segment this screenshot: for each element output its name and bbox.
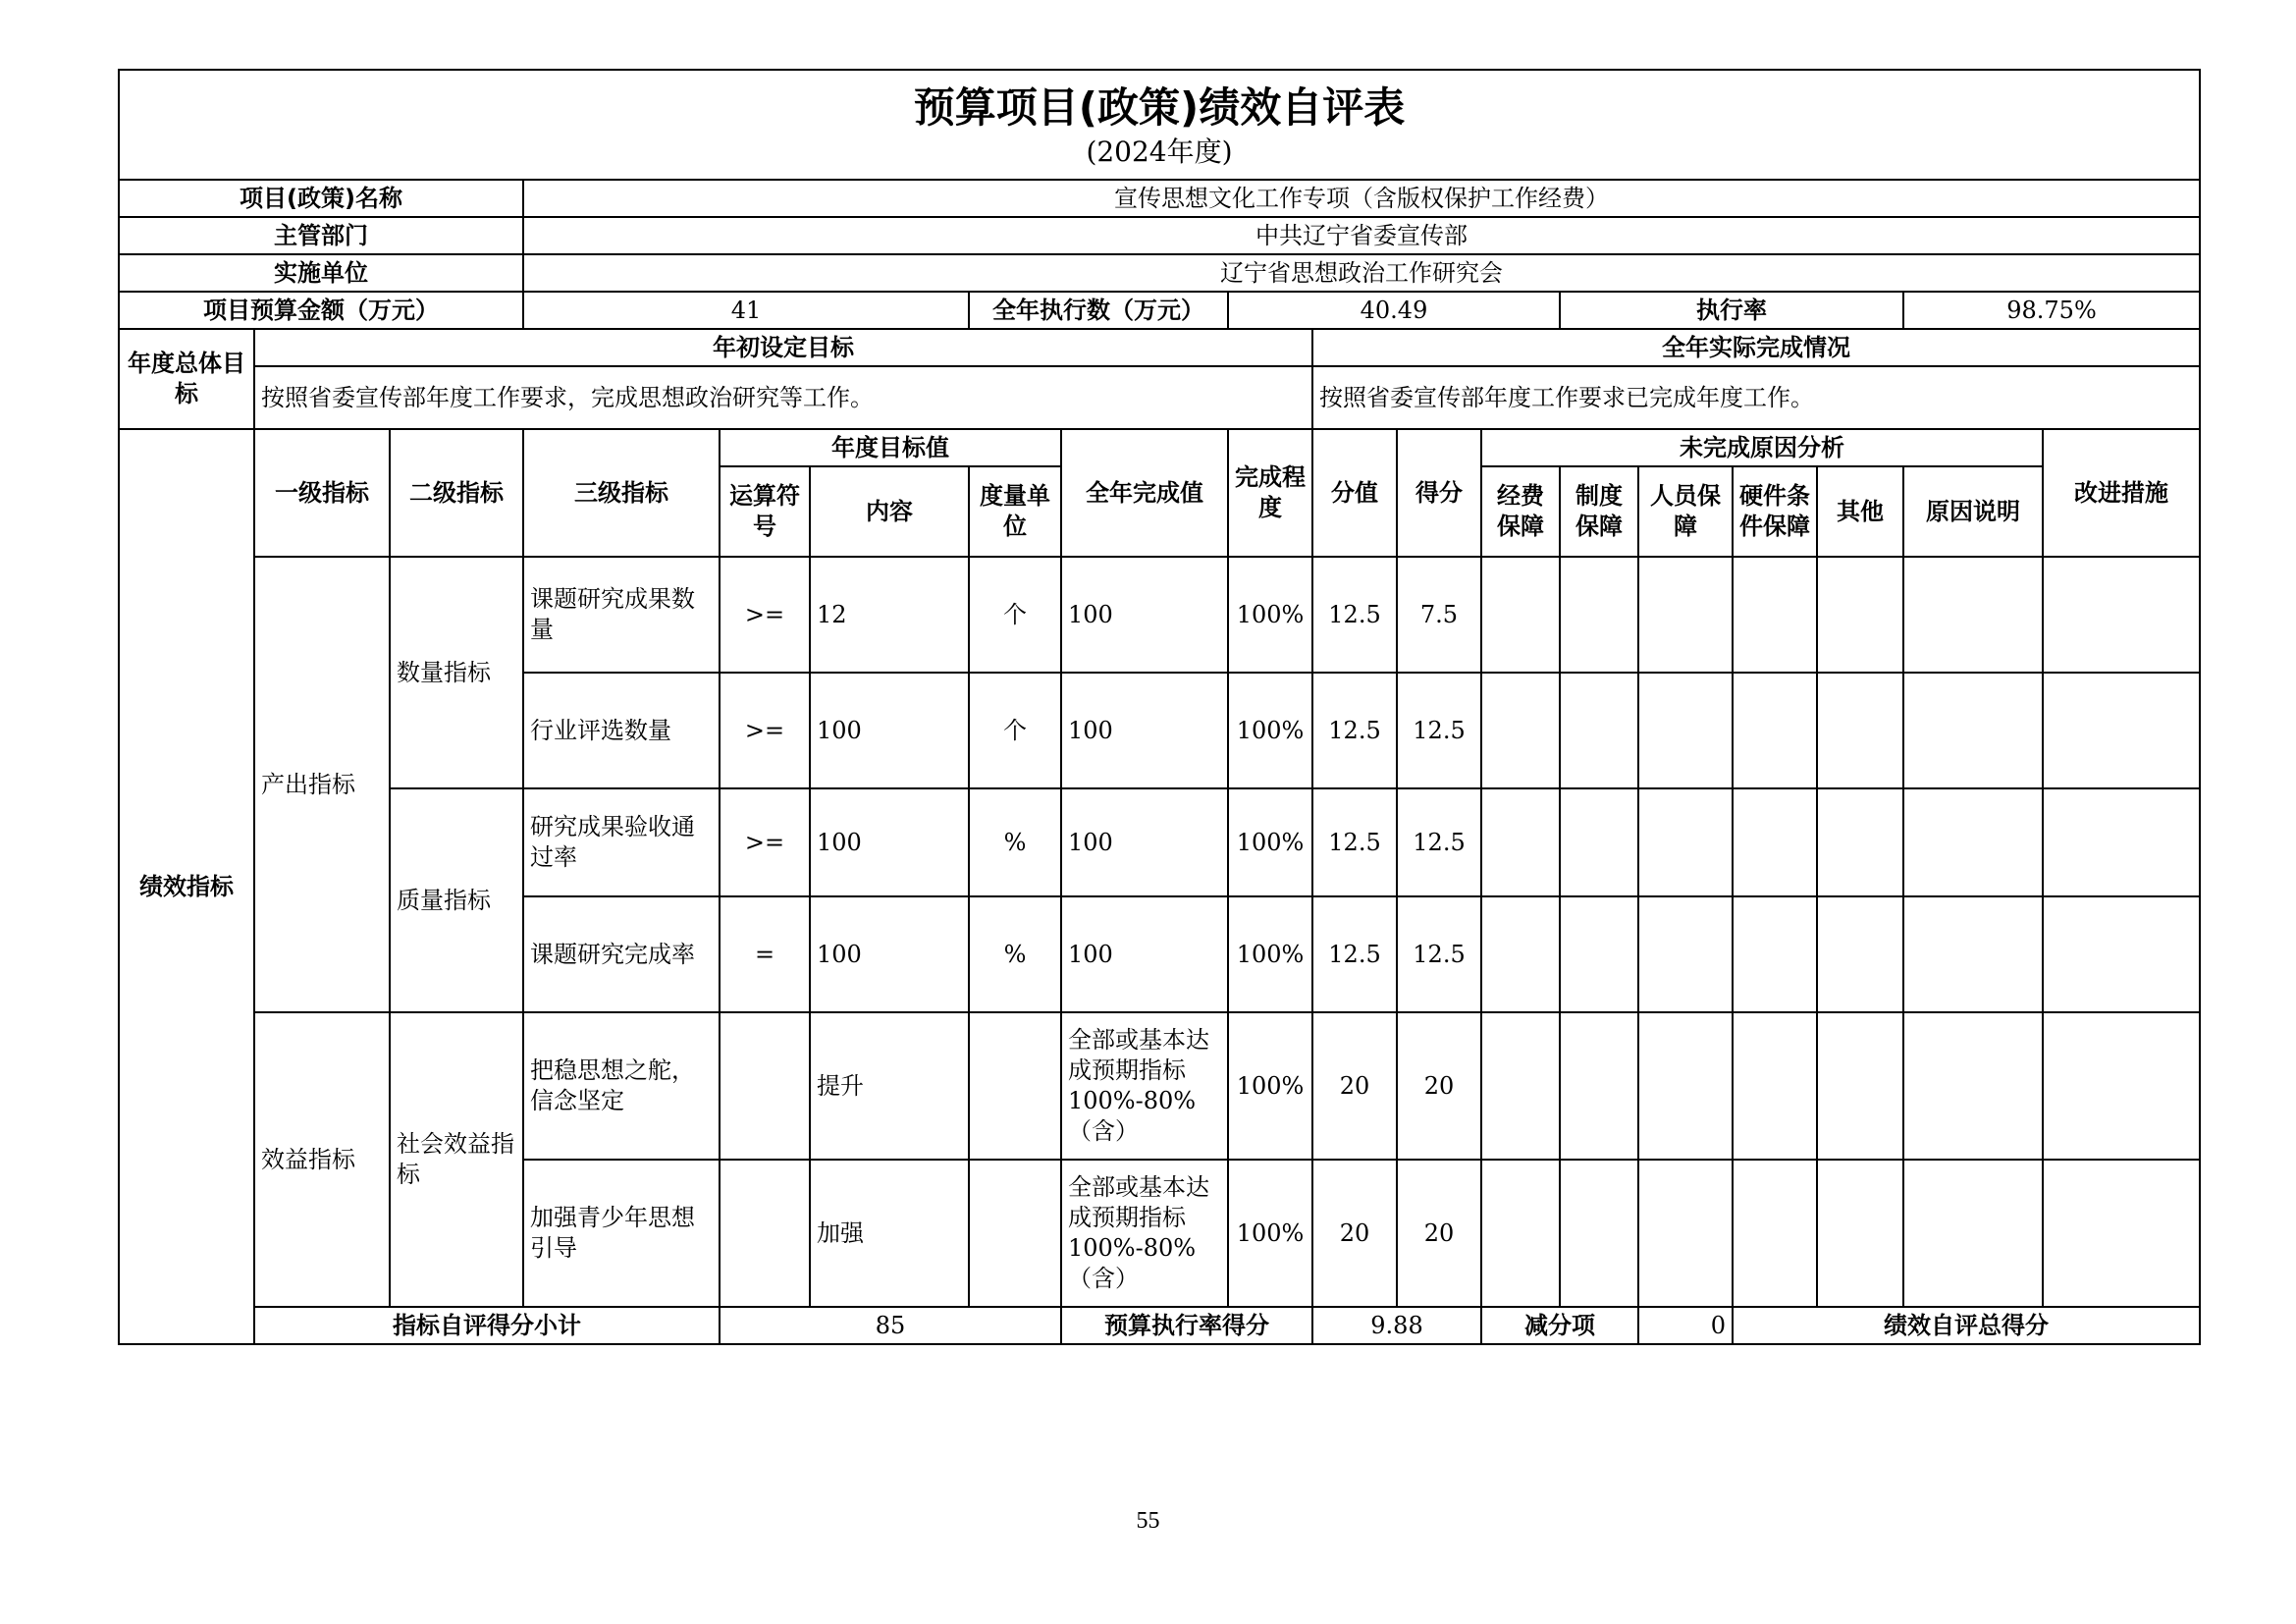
row-hardware bbox=[1733, 1012, 1817, 1160]
row-explanation bbox=[1903, 557, 2043, 673]
budget-value: 41 bbox=[523, 292, 969, 329]
row-funding bbox=[1481, 557, 1560, 673]
header-explanation: 原因说明 bbox=[1903, 466, 2043, 557]
header-hardware: 硬件条件保障 bbox=[1733, 466, 1817, 557]
row-actual: 100 bbox=[1061, 788, 1228, 896]
header-improvement: 改进措施 bbox=[2043, 429, 2200, 557]
subtotal-label: 指标自评得分小计 bbox=[254, 1307, 720, 1344]
row-operator: >= bbox=[720, 788, 810, 896]
header-completion: 完成程度 bbox=[1228, 429, 1312, 557]
group-benefit: 效益指标 bbox=[254, 1012, 390, 1307]
row-unit: % bbox=[969, 896, 1061, 1012]
row-funding bbox=[1481, 788, 1560, 896]
header-score: 得分 bbox=[1397, 429, 1481, 557]
header-system: 制度保障 bbox=[1560, 466, 1638, 557]
row-completion: 100% bbox=[1228, 673, 1312, 788]
row-other bbox=[1817, 557, 1903, 673]
row-content: 加强 bbox=[810, 1160, 969, 1307]
row-unit: % bbox=[969, 788, 1061, 896]
row-funding bbox=[1481, 896, 1560, 1012]
exec-label: 全年执行数（万元） bbox=[969, 292, 1228, 329]
evaluation-sheet bbox=[118, 69, 2199, 1345]
deduction-value: 0 bbox=[1638, 1307, 1733, 1344]
row-operator: = bbox=[720, 896, 810, 1012]
row-funding bbox=[1481, 673, 1560, 788]
budget-score-label: 预算执行率得分 bbox=[1061, 1307, 1312, 1344]
header-level2: 二级指标 bbox=[390, 429, 523, 557]
row-funding bbox=[1481, 1012, 1560, 1160]
group-quantity: 数量指标 bbox=[390, 557, 523, 788]
row-other bbox=[1817, 1012, 1903, 1160]
row-content: 100 bbox=[810, 673, 969, 788]
evaluation-table bbox=[118, 69, 2201, 1345]
row-hardware bbox=[1733, 1160, 1817, 1307]
header-unit: 度量单位 bbox=[969, 466, 1061, 557]
row-score: 7.5 bbox=[1397, 557, 1481, 673]
row-system bbox=[1560, 788, 1638, 896]
planned-goal-text: 按照省委宣传部年度工作要求，完成思想政治研究等工作。 bbox=[254, 366, 1312, 429]
row-improvement bbox=[2043, 673, 2200, 788]
row-staff bbox=[1638, 788, 1733, 896]
total-label: 绩效自评总得分 bbox=[1733, 1307, 2200, 1344]
row-level3: 课题研究成果数量 bbox=[523, 557, 720, 673]
row-actual: 100 bbox=[1061, 557, 1228, 673]
row-content: 100 bbox=[810, 896, 969, 1012]
page-title: 预算项目(政策)绩效自评表 bbox=[913, 83, 1406, 132]
row-improvement bbox=[2043, 557, 2200, 673]
row-operator: >= bbox=[720, 557, 810, 673]
page-number: 55 bbox=[1136, 1508, 1160, 1534]
dept-value: 中共辽宁省委宣传部 bbox=[523, 217, 2200, 254]
goals-label: 年度总体目标 bbox=[119, 329, 254, 429]
group-social: 社会效益指标 bbox=[390, 1012, 523, 1307]
row-actual: 100 bbox=[1061, 896, 1228, 1012]
header-funding: 经费保障 bbox=[1481, 466, 1560, 557]
row-staff bbox=[1638, 557, 1733, 673]
row-other bbox=[1817, 673, 1903, 788]
exec-value: 40.49 bbox=[1228, 292, 1560, 329]
actual-goal-text: 按照省委宣传部年度工作要求已完成年度工作。 bbox=[1312, 366, 2200, 429]
group-quality: 质量指标 bbox=[390, 788, 523, 1012]
row-score-value: 12.5 bbox=[1312, 788, 1397, 896]
row-completion: 100% bbox=[1228, 557, 1312, 673]
row-operator bbox=[720, 1160, 810, 1307]
row-content: 提升 bbox=[810, 1012, 969, 1160]
row-completion: 100% bbox=[1228, 788, 1312, 896]
row-other bbox=[1817, 896, 1903, 1012]
row-score: 12.5 bbox=[1397, 673, 1481, 788]
header-operator: 运算符号 bbox=[720, 466, 810, 557]
row-hardware bbox=[1733, 788, 1817, 896]
header-score-value: 分值 bbox=[1312, 429, 1397, 557]
header-reason-group: 未完成原因分析 bbox=[1481, 429, 2043, 466]
unit-label: 实施单位 bbox=[119, 254, 523, 292]
row-completion: 100% bbox=[1228, 896, 1312, 1012]
row-improvement bbox=[2043, 788, 2200, 896]
row-explanation bbox=[1903, 788, 2043, 896]
row-explanation bbox=[1903, 896, 2043, 1012]
row-staff bbox=[1638, 896, 1733, 1012]
row-unit: 个 bbox=[969, 557, 1061, 673]
row-improvement bbox=[2043, 896, 2200, 1012]
row-system bbox=[1560, 673, 1638, 788]
row-content: 100 bbox=[810, 788, 969, 896]
rate-label: 执行率 bbox=[1560, 292, 1903, 329]
row-score: 20 bbox=[1397, 1160, 1481, 1307]
row-score: 12.5 bbox=[1397, 896, 1481, 1012]
row-operator bbox=[720, 1012, 810, 1160]
unit-value: 辽宁省思想政治工作研究会 bbox=[523, 254, 2200, 292]
row-score-value: 12.5 bbox=[1312, 557, 1397, 673]
row-improvement bbox=[2043, 1160, 2200, 1307]
row-level3: 课题研究完成率 bbox=[523, 896, 720, 1012]
deduction-label: 减分项 bbox=[1481, 1307, 1638, 1344]
row-staff bbox=[1638, 673, 1733, 788]
project-name-label: 项目(政策)名称 bbox=[119, 180, 523, 217]
row-explanation bbox=[1903, 1012, 2043, 1160]
header-staff: 人员保障 bbox=[1638, 466, 1733, 557]
row-actual: 全部或基本达成预期指标100%-80%（含） bbox=[1061, 1160, 1228, 1307]
project-name-value: 宣传思想文化工作专项（含版权保护工作经费） bbox=[523, 180, 2200, 217]
row-staff bbox=[1638, 1012, 1733, 1160]
row-hardware bbox=[1733, 673, 1817, 788]
row-unit: 个 bbox=[969, 673, 1061, 788]
header-actual: 全年完成值 bbox=[1061, 429, 1228, 557]
row-level3: 加强青少年思想引导 bbox=[523, 1160, 720, 1307]
page-subtitle: (2024年度) bbox=[1086, 135, 1233, 168]
row-score-value: 20 bbox=[1312, 1012, 1397, 1160]
row-unit bbox=[969, 1160, 1061, 1307]
row-score-value: 12.5 bbox=[1312, 673, 1397, 788]
row-unit bbox=[969, 1012, 1061, 1160]
row-actual: 全部或基本达成预期指标100%-80%（含） bbox=[1061, 1012, 1228, 1160]
row-staff bbox=[1638, 1160, 1733, 1307]
header-level1: 一级指标 bbox=[254, 429, 390, 557]
row-score-value: 20 bbox=[1312, 1160, 1397, 1307]
row-explanation bbox=[1903, 673, 2043, 788]
title-cell bbox=[119, 70, 2200, 180]
header-other: 其他 bbox=[1817, 466, 1903, 557]
row-level3: 研究成果验收通过率 bbox=[523, 788, 720, 896]
row-score: 12.5 bbox=[1397, 788, 1481, 896]
dept-label: 主管部门 bbox=[119, 217, 523, 254]
row-completion: 100% bbox=[1228, 1160, 1312, 1307]
row-explanation bbox=[1903, 1160, 2043, 1307]
row-system bbox=[1560, 557, 1638, 673]
header-content: 内容 bbox=[810, 466, 969, 557]
row-improvement bbox=[2043, 1012, 2200, 1160]
row-operator: >= bbox=[720, 673, 810, 788]
row-funding bbox=[1481, 1160, 1560, 1307]
subtotal-value: 85 bbox=[720, 1307, 1061, 1344]
rate-value: 98.75% bbox=[1903, 292, 2200, 329]
row-score-value: 12.5 bbox=[1312, 896, 1397, 1012]
row-level3: 行业评选数量 bbox=[523, 673, 720, 788]
row-score: 20 bbox=[1397, 1012, 1481, 1160]
group-output: 产出指标 bbox=[254, 557, 390, 1012]
budget-score-value: 9.88 bbox=[1312, 1307, 1481, 1344]
row-system bbox=[1560, 896, 1638, 1012]
row-hardware bbox=[1733, 896, 1817, 1012]
row-level3: 把稳思想之舵，信念坚定 bbox=[523, 1012, 720, 1160]
planned-goal-header: 年初设定目标 bbox=[254, 329, 1312, 366]
row-system bbox=[1560, 1012, 1638, 1160]
row-system bbox=[1560, 1160, 1638, 1307]
row-completion: 100% bbox=[1228, 1012, 1312, 1160]
actual-goal-header: 全年实际完成情况 bbox=[1312, 329, 2200, 366]
row-content: 12 bbox=[810, 557, 969, 673]
section-label: 绩效指标 bbox=[119, 429, 254, 1344]
row-other bbox=[1817, 788, 1903, 896]
row-other bbox=[1817, 1160, 1903, 1307]
budget-label: 项目预算金额（万元） bbox=[119, 292, 523, 329]
row-hardware bbox=[1733, 557, 1817, 673]
header-target-group: 年度目标值 bbox=[720, 429, 1061, 466]
header-level3: 三级指标 bbox=[523, 429, 720, 557]
row-actual: 100 bbox=[1061, 673, 1228, 788]
